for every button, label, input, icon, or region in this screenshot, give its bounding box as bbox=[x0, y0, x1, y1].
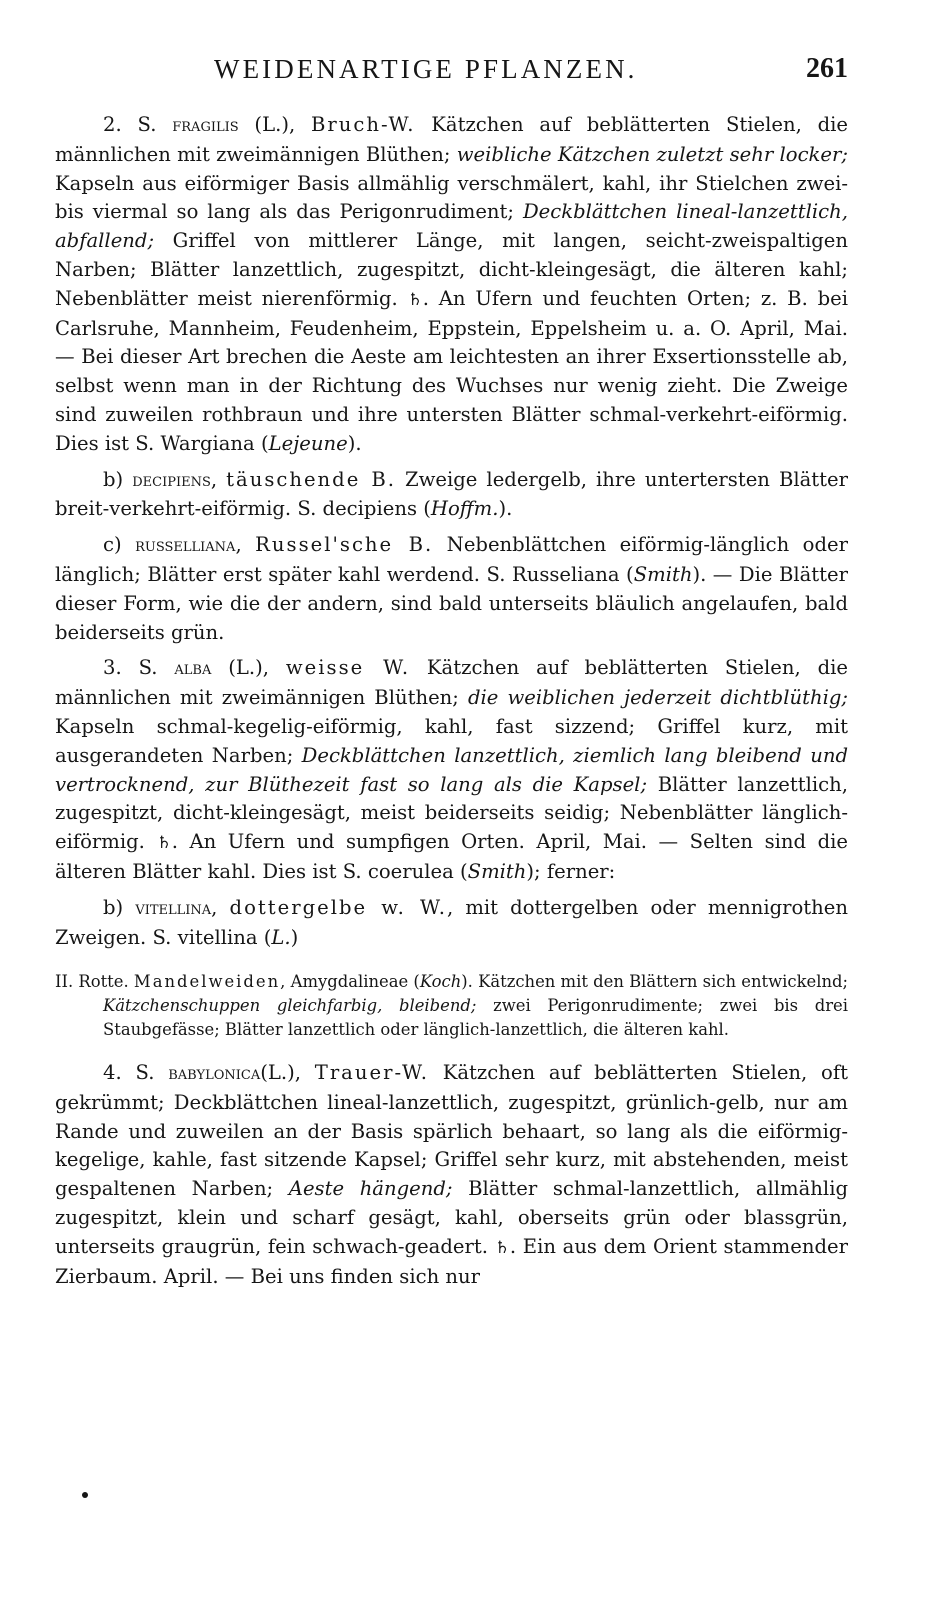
page-body bbox=[55, 111, 848, 1291]
species-name: babylonica bbox=[168, 1063, 261, 1085]
variety-entry-russelliana: c) russelliana, Russel'sche B. Nebenblättchen eiförmig-länglich oder länglich; Blätter erst später kahl werdend. S. Russeliana (Smith). — Die Blätter dieser Form, wie die der andern, sind bald unterseits bläulich angelaufen, bald beiderseits grün. bbox=[55, 533, 849, 644]
common-name: dottergelbe w. W. bbox=[229, 895, 447, 919]
species-entry-alba: 3. S. alba (L.), weisse W. Kätzchen auf beblätterten Stielen, die männlichen mit zweimännigen Blüthen; die weiblichen jederzeit dichtblüthig; Kapseln schmal-kegelig-eiförmig, kahl, fast sizzend; Griffel kurz, mit ausgerandeten Narben; Deckblättchen lanzettlich, ziemlich lang bleibend und vertrocknend, zur Blüthezeit fast so lang als die Kapsel; Blätter lanzettlich, zugespitzt, dicht-kleingesägt, meist beiderseits seidig; Nebenblätter länglich-eiförmig. ♄. An Ufern und sumpfigen Orten. April, Mai. — Selten sind die älteren Blätter kahl. Dies ist S. coerulea (Smith); ferner: bbox=[55, 656, 849, 883]
shrub-symbol-icon: ♄ bbox=[156, 833, 172, 854]
variety-name: vitellina bbox=[135, 897, 212, 919]
common-name: Trauer-W. bbox=[314, 1061, 429, 1085]
common-name: täuschende B. bbox=[226, 467, 396, 491]
shrub-symbol-icon: ♄ bbox=[494, 1237, 510, 1258]
species-name: fragilis bbox=[172, 115, 239, 136]
variety-entry-vitellina: b) vitellina, dottergelbe w. W., mit dottergelben oder mennigrothen Zweigen. S. vitellina (L.) bbox=[55, 895, 849, 949]
species-entry-babylonica: 4. S. babylonica(L.), Trauer-W. Kätzchen auf beblätterten Stielen, oft gekrümmt; Deckblättchen lineal-lanzettlich, zugespitzt, grünlich-gelb, nur am Rande und zuweilen an der Basis spärlich behaart, so lang als die eiförmig-kegelige, kahle, fast sitzende Kapsel; Griffel sehr kurz, mit abstehenden, meist gespaltenen Narben; Aeste hängend; Blätter schmal-lanzettlich, allmählig zugespitzt, klein und scharf gesägt, kahl, oberseits grün oder blassgrün, unterseits graugrün, fein schwach-geadert. ♄. Ein aus dem Orient stammender Zierbaum. April. — Bei uns finden sich nur bbox=[55, 1061, 848, 1288]
common-name: Russel'sche B. bbox=[255, 533, 434, 557]
common-name: Mandelweiden bbox=[133, 972, 281, 992]
species-name: alba bbox=[174, 658, 212, 680]
ink-dot bbox=[82, 1492, 88, 1498]
species-entry-fragilis: 2. S. fragilis (L.), Bruch-W. Kätzchen auf beblätterten Stielen, die männlichen mit zweimännigen Blüthen; weibliche Kätzchen zuletzt sehr locker; Kapseln aus eiförmiger Basis allmählig verschmälert, kahl, ihr Stielchen zwei- bis viermal so lang als das Perigonrudiment; Deckblättchen lineal-lanzettlich, abfallend; Griffel von mittlerer Länge, mit langen, seicht-zweispaltigen Narben; Blätter lanzettlich, zugespitzt, dicht-kleingesägt, die älteren kahl; Nebenblätter meist nierenförmig. ♄. An Ufern und feuchten Orten; z. B. bei Carlsruhe, Mannheim, Feudenheim, Eppstein, Eppelsheim u. a. O. April, Mai. — Bei dieser Art brechen die Aeste am leichtesten an ihrer Exsertionsstelle ab, selbst wenn man in der Richtung des Wuchses nur wenig zieht. Die Zweige sind zuweilen rothbraun und ihre untersten Blätter schmal-verkehrt-eiförmig. Dies ist S. Wargiana (Lejeune). bbox=[55, 113, 849, 455]
variety-name: decipiens bbox=[132, 469, 211, 491]
common-name: Bruch-W. bbox=[311, 113, 416, 136]
variety-entry-decipiens: b) decipiens, täuschende B. Zweige ledergelb, ihre untertersten Blätter breit-verkehrt-eiförmig. S. decipiens (Hoffm.). bbox=[55, 467, 849, 521]
section-heading-mandelweiden: II. Rotte. Mandelweiden, Amygdalineae (Koch). Kätzchen mit den Blättern sich entwickelnd; Kätzchenschuppen gleichfarbig, bleibend; zwei Perigonrudimente; zwei bis drei Staubgefässe; Blätter lanzettlich oder länglich-lanzettlich, die älteren kahl. bbox=[55, 972, 849, 1039]
running-title: WEIDENARTIGE PFLANZEN. bbox=[214, 54, 638, 84]
common-name: weisse W. bbox=[285, 656, 411, 680]
variety-name: russelliana bbox=[135, 535, 236, 557]
page-number: 261 bbox=[806, 53, 848, 84]
page-header bbox=[0, 50, 930, 90]
shrub-symbol-icon: ♄ bbox=[407, 289, 423, 310]
